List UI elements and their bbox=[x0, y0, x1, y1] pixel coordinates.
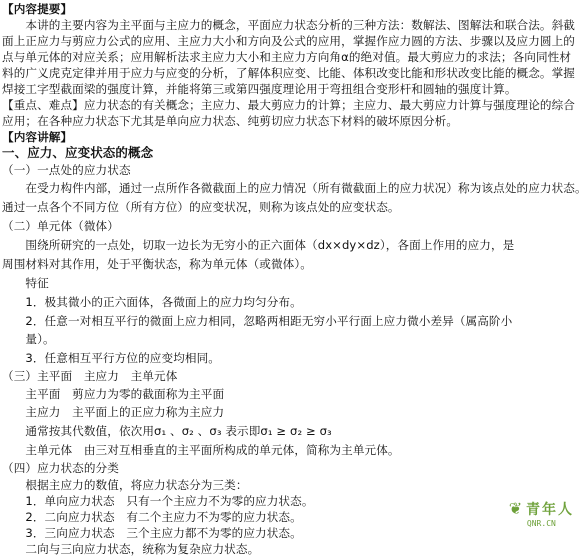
definition-line: 通常按其代数值，依次用σ₁ 、σ₂ 、σ₃ 表示即σ₁ ≥ σ₂ ≥ σ₃ bbox=[2, 424, 332, 438]
watermark-logo bbox=[509, 499, 574, 528]
list-item: 2．任意一对相互平行的微面上应力相同，忽略两相距无穷小平行面上应力微小差异（属高阶小 bbox=[2, 314, 513, 328]
watermark-url: QNR.CN bbox=[526, 519, 556, 528]
watermark-name: 青年人 bbox=[526, 502, 574, 518]
feature-label: 特征 bbox=[2, 276, 49, 290]
paragraph-line: 本讲的主要内容为主平面与主应力的概念，平面应力状态分析的三种方法：数解法、图解法和联合法。斜截 bbox=[2, 18, 575, 32]
list-item: 2．二向应力状态 有二个主应力不为零的应力状态。 bbox=[2, 510, 302, 524]
heading-content-explanation: 【内容讲解】 bbox=[2, 130, 73, 144]
paragraph-line: 根据主应力的数值，将应力状态分为三类： bbox=[2, 478, 248, 492]
list-item: 3．三向应力状态 三个主应力都不为零的应力状态。 bbox=[2, 526, 302, 540]
paragraph-line: 面上正应力与剪应力公式的应用、主应力大小和方向及公式的应用，掌握作应力圆的方法、步骤以及应力圆上的 bbox=[2, 34, 575, 48]
list-item: 1．极其微小的正六面体，各微面上的应力均匀分布。 bbox=[2, 295, 302, 309]
paragraph-line: 二向与三向应力状态，统称为复杂应力状态。 bbox=[2, 542, 260, 556]
heading-content-summary: 【内容提要】 bbox=[2, 2, 73, 16]
section-title: 一、应力、应变状态的概念 bbox=[2, 145, 154, 160]
list-item: 量）。 bbox=[2, 332, 55, 346]
definition-line: 主平面 剪应力为零的截面称为主平面 bbox=[2, 387, 225, 401]
paragraph-line: 在受力构件内部，通过一点所作各微截面上的应力情况（所有微截面上的应力状况）称为该点处的应力状态。 bbox=[2, 181, 587, 195]
paragraph-line: 料的广义虎克定律并用于应力与应变的分析，了解体积应变、比能、体积改变比能和形状改变比能的概念。掌握 bbox=[2, 66, 575, 80]
subsection-title: （二）单元体（微体） bbox=[2, 219, 119, 233]
list-item: 1．单向应力状态 只有一个主应力不为零的应力状态。 bbox=[2, 494, 314, 508]
subsection-title: （一）一点处的应力状态 bbox=[2, 163, 131, 177]
key-points-line: 应用；在各种应力状态下尤其是单向应力状态、纯剪切应力状态下材料的破坏原因分析。 bbox=[2, 114, 459, 128]
paragraph-line: 焊接工字型截面梁的强度计算，并能将第三或第四强度理论用于弯扭组合变形杆和圆轴的强度计算。 bbox=[2, 82, 517, 96]
key-points-line: 【重点、难点】应力状态的有关概念；主应力、最大剪应力的计算；主应力、最大剪应力计算与强度理论的综合 bbox=[2, 98, 575, 112]
definition-line: 主单元体 由三对互相垂直的主平面所构成的单元体，简称为主单元体。 bbox=[2, 443, 400, 457]
paragraph-line: 点与单元体的对应关系；应用解析法求主应力大小和主应力方向角α的绝对值。最大剪应力的求法；各向同性材 bbox=[2, 50, 572, 64]
paragraph-line: 通过一点各个不同方位（所有方位）的应变状况，则称为该点处的应变状态。 bbox=[2, 200, 400, 214]
paragraph-line: 周围材料对其作用，处于平衡状态，称为单元体（或微体）。 bbox=[2, 257, 312, 271]
subsection-title: （三）主平面 主应力 主单元体 bbox=[2, 369, 178, 383]
list-item: 3．任意相互平行方位的应变均相同。 bbox=[2, 351, 220, 365]
leaf-icon: ❦ bbox=[508, 499, 523, 518]
subsection-title: （四）应力状态的分类 bbox=[2, 461, 119, 475]
definition-line: 主应力 主平面上的正应力称为主应力 bbox=[2, 405, 225, 419]
paragraph-line: 围绕所研究的一点处，切取一边长为无穷小的正六面体（dx×dy×dz），各面上作用的应力，是 bbox=[2, 238, 515, 252]
